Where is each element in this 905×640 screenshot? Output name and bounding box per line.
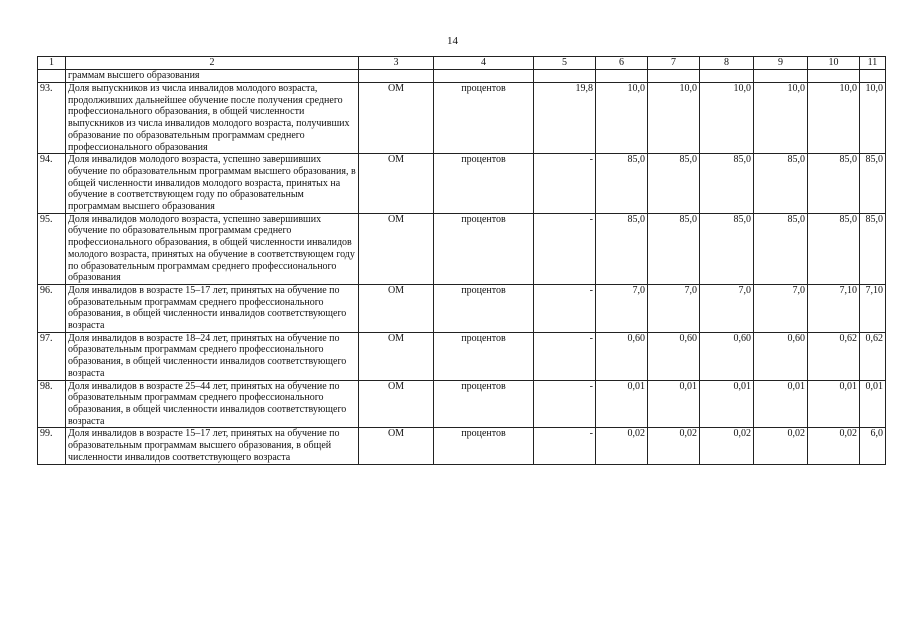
row-number: 98. [38, 380, 66, 428]
column-header: 2 [66, 57, 359, 70]
value-col-11: 85,0 [860, 213, 886, 284]
column-header: 11 [860, 57, 886, 70]
value-col-7: 0,60 [648, 332, 700, 380]
executor-cell: ОМ [359, 380, 434, 428]
table-row [38, 154, 886, 214]
value-col-5: - [534, 380, 596, 428]
value-col-5: - [534, 332, 596, 380]
table-row [38, 428, 886, 464]
value-col-7: 0,01 [648, 380, 700, 428]
unit-cell: процентов [434, 83, 534, 154]
column-header: 4 [434, 57, 534, 70]
value-col-7: 85,0 [648, 154, 700, 214]
table-row [38, 213, 886, 284]
column-header: 7 [648, 57, 700, 70]
value-col-9: 85,0 [754, 213, 808, 284]
value-col-7: 10,0 [648, 83, 700, 154]
column-header: 8 [700, 57, 754, 70]
executor-cell: ОМ [359, 213, 434, 284]
indicator-name: Доля инвалидов в возрасте 15–17 лет, принятых на обучение по образовательным программам высшего образования, в общей численности инвалидов соответствующего возраста [66, 428, 359, 464]
value-col-10: 0,02 [808, 428, 860, 464]
column-header: 10 [808, 57, 860, 70]
indicator-name: Доля инвалидов в возрасте 18–24 лет, принятых на обучение по образовательным программам среднего профессионального образования, в общей численности инвалидов соответствующего возраста [66, 332, 359, 380]
value-col-10: 0,62 [808, 332, 860, 380]
value-col-8: 85,0 [700, 213, 754, 284]
value-col-11: 85,0 [860, 154, 886, 214]
value-col-5: - [534, 428, 596, 464]
value-col-6: 0,02 [596, 428, 648, 464]
unit-cell: процентов [434, 428, 534, 464]
value-col-11: 0,01 [860, 380, 886, 428]
executor-cell: ОМ [359, 428, 434, 464]
value-col-10: 85,0 [808, 154, 860, 214]
value-col-11: 7,10 [860, 284, 886, 332]
value-col-7: 85,0 [648, 213, 700, 284]
value-col-9: 7,0 [754, 284, 808, 332]
row-number: 99. [38, 428, 66, 464]
executor-cell: ОМ [359, 284, 434, 332]
table-row [38, 83, 886, 154]
unit-cell: процентов [434, 332, 534, 380]
value-col-5: - [534, 154, 596, 214]
value-col-6: 0,01 [596, 380, 648, 428]
column-header: 6 [596, 57, 648, 70]
indicator-name: Доля инвалидов в возрасте 25–44 лет, принятых на обучение по образовательным программам среднего профессионального образования, в общей численности инвалидов соответствующего возраста [66, 380, 359, 428]
value-col-8: 0,60 [700, 332, 754, 380]
value-col-11: 10,0 [860, 83, 886, 154]
value-col-9: 85,0 [754, 154, 808, 214]
table-row [38, 380, 886, 428]
column-header: 9 [754, 57, 808, 70]
value-col-11: 0,62 [860, 332, 886, 380]
value-col-6: 7,0 [596, 284, 648, 332]
column-header: 3 [359, 57, 434, 70]
column-number-row [38, 57, 886, 70]
indicator-name: Доля инвалидов молодого возраста, успешно завершивших обучение по образовательным программам высшего образования, в общей численности инвалидов молодого возраста, принятых на обучение в соответствующем году по образовательным программам высшего образования [66, 154, 359, 214]
executor-cell: ОМ [359, 83, 434, 154]
value-col-8: 0,01 [700, 380, 754, 428]
value-col-8: 85,0 [700, 154, 754, 214]
unit-cell: процентов [434, 154, 534, 214]
value-col-10: 0,01 [808, 380, 860, 428]
indicators-table [37, 56, 886, 465]
table-row [38, 284, 886, 332]
executor-cell: ОМ [359, 154, 434, 214]
row-number: 95. [38, 213, 66, 284]
value-col-7: 0,02 [648, 428, 700, 464]
row-number: 96. [38, 284, 66, 332]
value-col-8: 7,0 [700, 284, 754, 332]
indicator-name: Доля инвалидов молодого возраста, успешно завершивших обучение по образовательным программам среднего профессионального образования, в общей численности инвалидов молодого возраста, принятых на обучение в соответствующем году по образовательным программам среднего профессионального образования [66, 213, 359, 284]
value-col-5: - [534, 213, 596, 284]
indicator-name: Доля инвалидов в возрасте 15–17 лет, принятых на обучение по образовательным программам среднего профессионального образования, в общей численности инвалидов соответствующего возраста [66, 284, 359, 332]
table-row [38, 332, 886, 380]
value-col-6: 85,0 [596, 213, 648, 284]
unit-cell: процентов [434, 284, 534, 332]
value-col-6: 85,0 [596, 154, 648, 214]
value-col-10: 85,0 [808, 213, 860, 284]
value-col-9: 0,02 [754, 428, 808, 464]
page-number: 14 [447, 35, 458, 47]
value-col-9: 10,0 [754, 83, 808, 154]
value-col-8: 10,0 [700, 83, 754, 154]
value-col-9: 0,60 [754, 332, 808, 380]
executor-cell: ОМ [359, 332, 434, 380]
continuation-row [38, 70, 886, 83]
value-col-7: 7,0 [648, 284, 700, 332]
row-number: 94. [38, 154, 66, 214]
value-col-6: 0,60 [596, 332, 648, 380]
row-number: 93. [38, 83, 66, 154]
value-col-5: - [534, 284, 596, 332]
value-col-6: 10,0 [596, 83, 648, 154]
value-col-8: 0,02 [700, 428, 754, 464]
row-number: 97. [38, 332, 66, 380]
value-col-10: 10,0 [808, 83, 860, 154]
value-col-10: 7,10 [808, 284, 860, 332]
indicator-name: Доля выпускников из числа инвалидов молодого возраста, продолживших дальнейшее обучение после получения среднего профессионального образования, в общей численности выпускников из числа инвалидов молодого возраста, получивших образование по образовательным программам среднего профессионального образования [66, 83, 359, 154]
continuation-text: граммам высшего образования [66, 70, 359, 83]
column-header: 5 [534, 57, 596, 70]
column-header: 1 [38, 57, 66, 70]
unit-cell: процентов [434, 380, 534, 428]
value-col-5: 19,8 [534, 83, 596, 154]
unit-cell: процентов [434, 213, 534, 284]
value-col-9: 0,01 [754, 380, 808, 428]
value-col-11: 6,0 [860, 428, 886, 464]
